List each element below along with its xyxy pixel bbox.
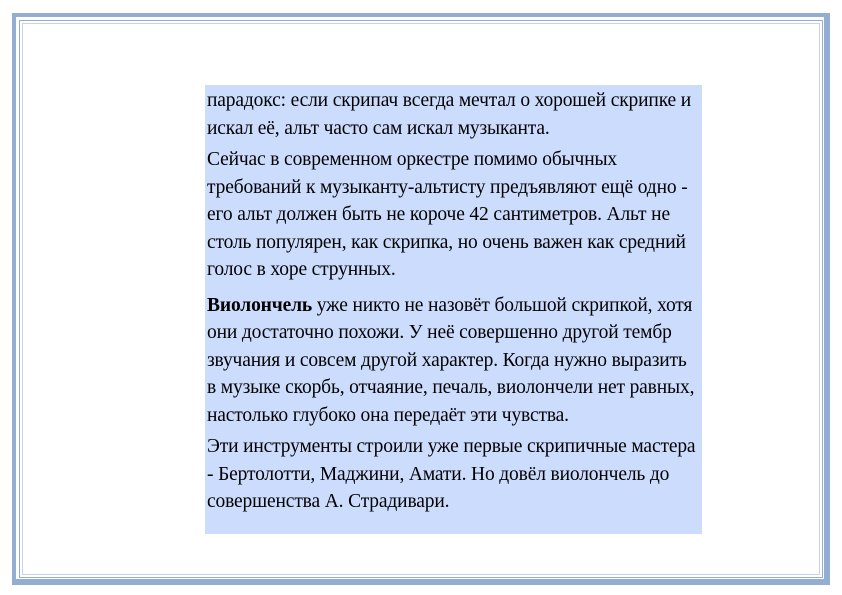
paragraph-viola-paradox: парадокс: если скрипач всегда мечтал о хорошей скрипке и искал её, альт часто сам искал музыканта.	[207, 90, 692, 139]
paragraph-cello-makers: Эти инструменты строили уже первые скрипичные мастера - Бертолотти, Маджини, Амати. Но довёл виолончель до совершенства А. Страдивари.	[207, 436, 696, 512]
paragraph-viola-orchestra: Сейчас в современном оркестре помимо обычных требований к музыканту-альтисту предъявляют ещё одно - его альт должен быть не короче 42 сантиметров. Альт не столь популярен, как скрипка, но очень важен как средний голос в хоре струнных.	[207, 149, 688, 280]
cello-term: Виолончель	[207, 294, 313, 316]
text-box	[205, 85, 702, 534]
paragraph-gap	[207, 284, 699, 292]
cello-description: уже никто не назовёт большой скрипкой, хотя они достаточно похожи. У неё совершенно другой тембр звучания и совсем другой характер. Когда нужно выразить в музыке скорбь, отчаяние, печаль, виолончели нет равных, настолько глубоко она передаёт эти чувства.	[207, 294, 695, 426]
paragraph-cello	[207, 292, 699, 430]
